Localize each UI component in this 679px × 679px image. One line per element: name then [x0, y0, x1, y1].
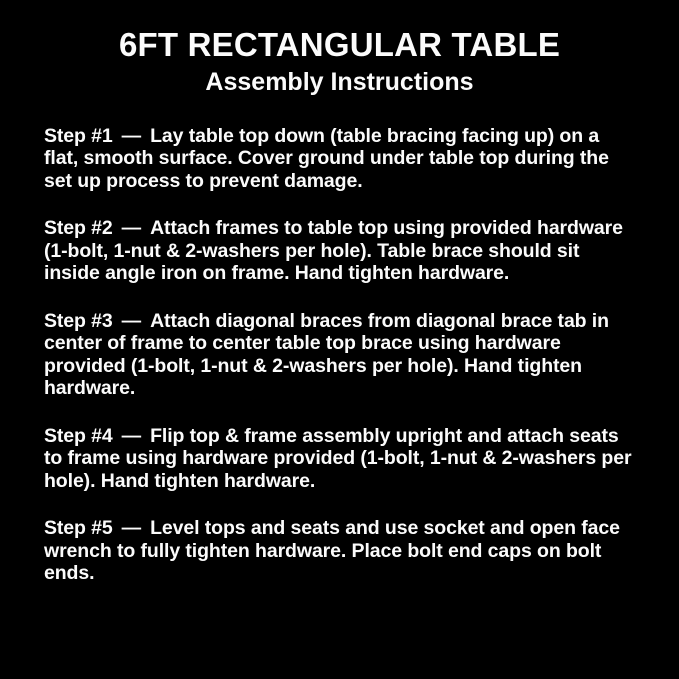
page-title: 6FT RECTANGULAR TABLE [118, 26, 561, 63]
step-label: Step #4 [44, 424, 113, 447]
step-item-2 [44, 217, 635, 285]
step-text: Attach frames to table top using provided hardware (1-bolt, 1-nut & 2-washers per hole). Table brace should sit inside angle iron on frame. Hand tighten hardware. [44, 217, 623, 285]
step-label: Step #5 [44, 517, 113, 540]
step-item-5 [44, 517, 635, 585]
step-dash: — [121, 517, 142, 540]
page-subtitle: Assembly Instructions [205, 67, 474, 96]
step-dash: — [121, 424, 142, 447]
step-item-3 [44, 310, 635, 400]
step-text: Lay table top down (table bracing facing up) on a flat, smooth surface. Cover ground under table top during the set up process to prevent damage. [44, 124, 609, 192]
step-dash: — [121, 309, 142, 332]
step-label: Step #2 [44, 217, 113, 240]
step-item-4 [44, 425, 635, 493]
step-label: Step #1 [44, 124, 113, 147]
step-text: Level tops and seats and use socket and open face wrench to fully tighten hardware. Place bolt end caps on bolt ends. [44, 517, 620, 585]
step-text: Attach diagonal braces from diagonal brace tab in center of frame to center table top brace using hardware provided (1-bolt, 1-nut & 2-washers per hole). Hand tighten hardware. [44, 309, 609, 400]
step-dash: — [121, 124, 142, 147]
step-dash: — [121, 217, 142, 240]
step-text: Flip top & frame assembly upright and attach seats to frame using hardware provided (1-bolt, 1-nut & 2-washers per hole). Hand tighten hardware. [44, 424, 632, 492]
steps-list [44, 125, 635, 585]
step-label: Step #3 [44, 309, 113, 332]
step-item-1 [44, 125, 635, 193]
